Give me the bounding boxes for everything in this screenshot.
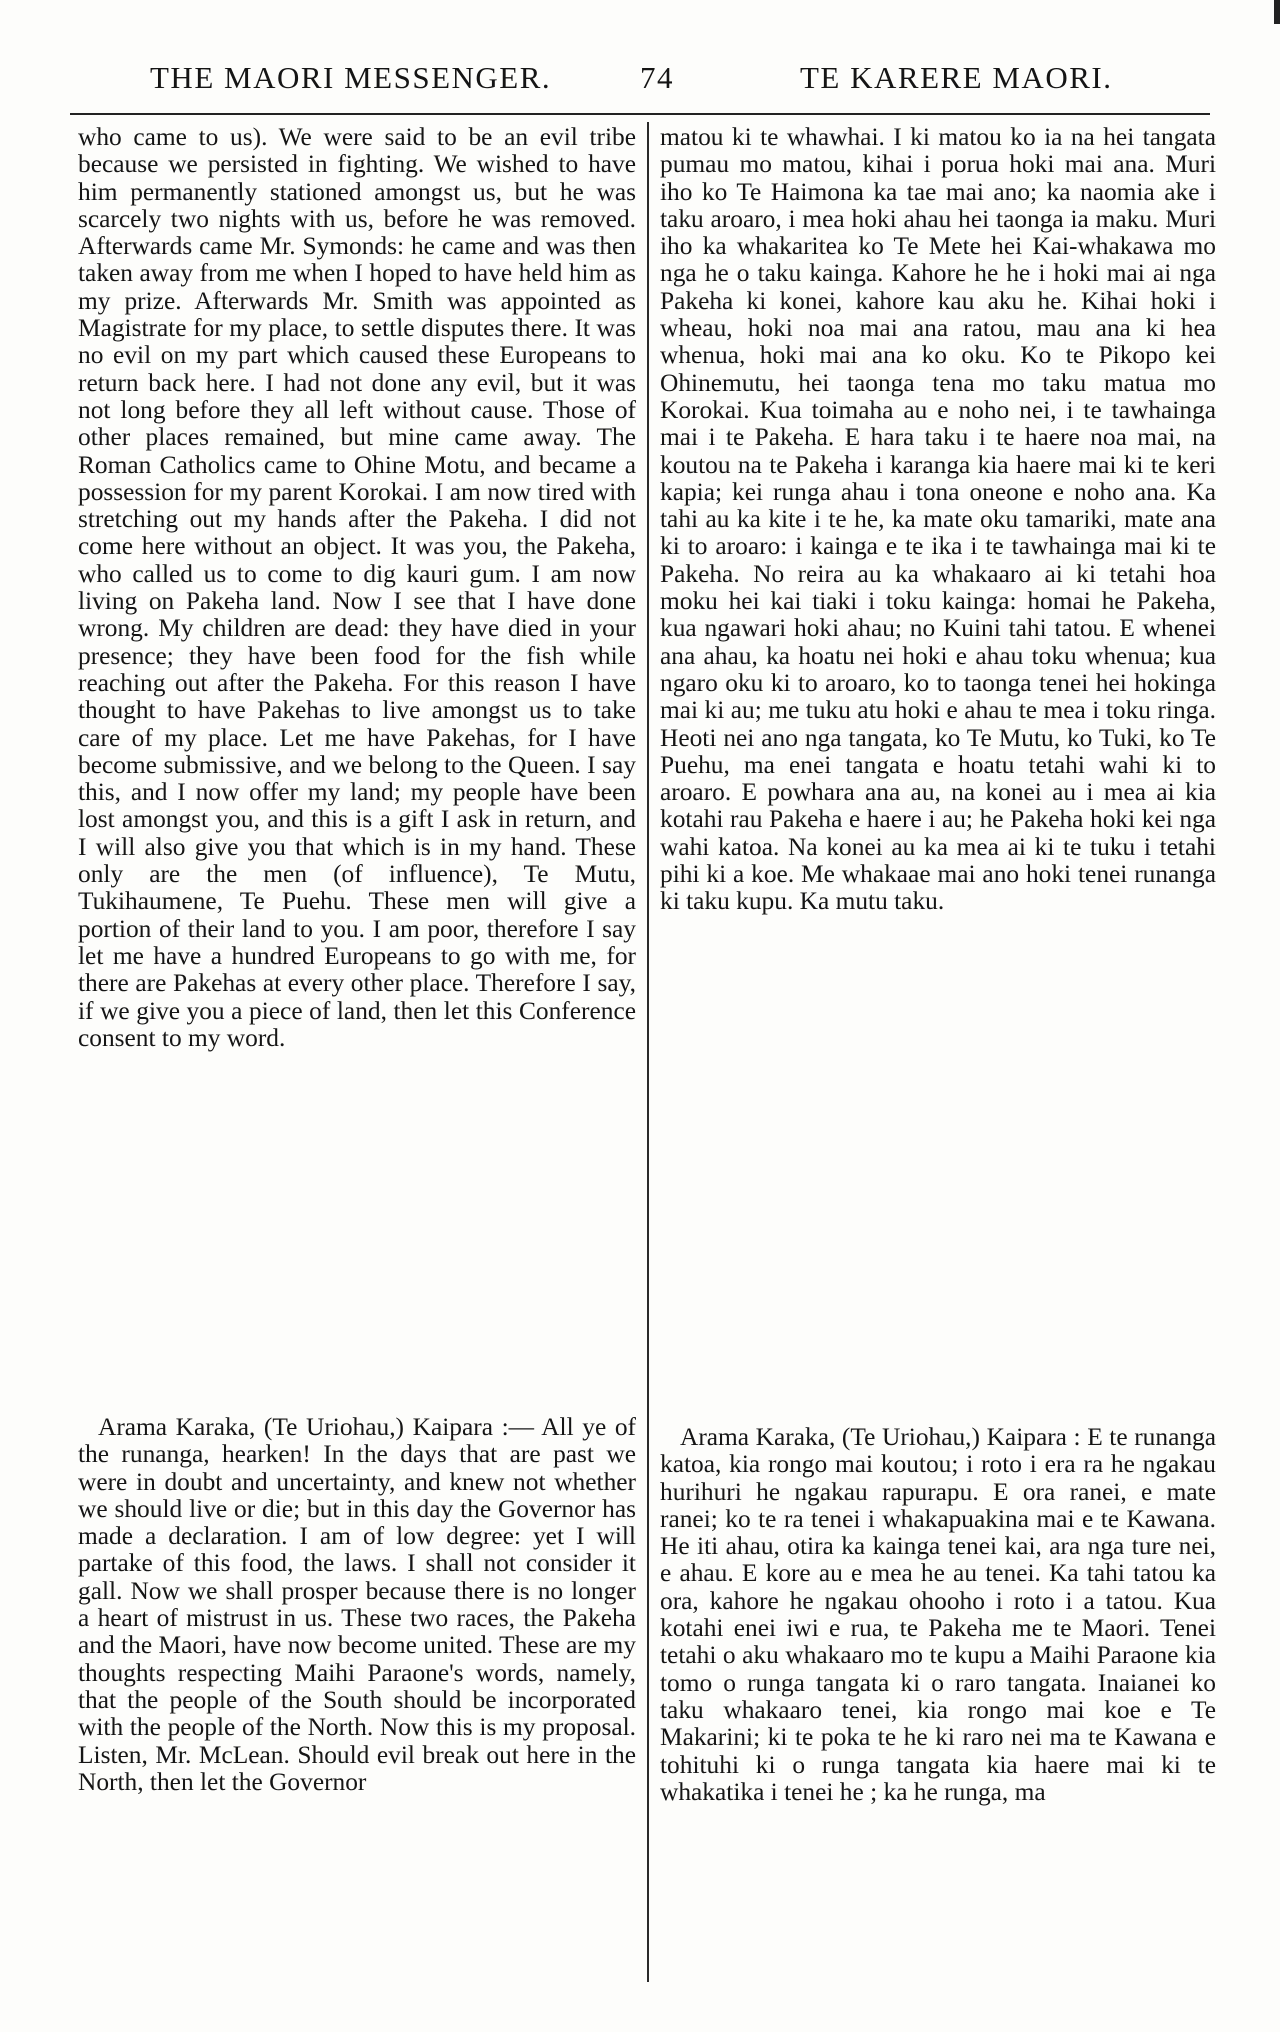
column-divider [647,122,649,1982]
header-rule [70,113,1210,115]
english-paragraph-1: who came to us). We were said to be an evil tribe because we persisted in fighting. We wished to have him permanently stationed amongst us, but he was scarcely two nights with us, before he was removed. Afterwards came Mr. Symonds: he came and was then taken away from me when I hoped to have held him as my prize. Afterwards Mr. Smith was appointed as Magistrate for my place, to settle disputes there. It was no evil on my part which caused these Europeans to return back here. I had not done any evil, but it was not long before they all left without cause. Those of other places remained, but mine came away. The Roman Catholics came to Ohine Motu, and became a possession for my parent Korokai. I am now tired with stretching out my hands after the Pakeha. I did not come here without an object. It was you, the Pakeha, who called us to come to dig kauri gum. I am now living on Pakeha land. Now I see that I have done wrong. My children are dead: they have died in your presence; they have been food for the fish while reaching out after the Pakeha. For this reason I have thought to have Pakehas to live amongst us to take care of my place. Let me have Pakehas, for I have become submissive, and we belong to the Queen. I say this, and I now offer my land; my people have been lost amongst you, and this is a gift I ask in return, and I will also give you that which is in my hand. These only are the men (of influence), Te Mutu, Tukihaumene, Te Puehu. These men will give a portion of their land to you. I am poor, therefore I say let me have a hundred Europeans to go with me, for there are Pakehas at every other place. Therefore I say, if we give you a piece of land, then let this Conference consent to my word. [78,123,636,1052]
page-number: 74 [640,60,674,95]
page-corner-mark [1274,0,1280,24]
english-masthead: THE MAORI MESSENGER. [150,60,552,95]
maori-paragraph-2: Arama Karaka, (Te Uriohau,) Kaipara : E te runanga katoa, kia rongo mai koutou; i roto i era ra he ngakau hurihuri he ngakau rapurapu. E ora ranei, e mate ranei; ko te ra tenei i whakapuakina mai e te Kawana. He iti ahau, otira ka kainga tenei kai, ara nga ture nei, e ahau. E kore au e mea he au tenei. Ka tahi tatou ka ora, kahore he ngakau ohooho i roto i a tatou. Kua kotahi enei iwi e rua, te Pakeha me te Maori. Tenei tetahi o aku whakaaro mo te kupu a Maihi Paraone kia tomo o runga tangata ki o raro tangata. Inaianei ko taku whakaaro tenei, kia rongo mai koe e Te Makarini; ki te poka te he ki raro nei ma te Kawana e tohituhi ki o runga tangata kia haere mai ki te whakatika i tenei he ; ka he runga, ma [660,1423,1216,1806]
english-paragraph-2: Arama Karaka, (Te Uriohau,) Kaipara :— All ye of the runanga, hearken! In the days that are past we were in doubt and uncertainty, and knew not whether we should live or die; but in this day the Governor has made a declaration. I am of low degree: yet I will partake of this food, the laws. I shall not consider it gall. Now we shall prosper because there is no longer a heart of mistrust in us. These two races, the Pakeha and the Maori, have now become united. These are my thoughts respecting Maihi Paraone's words, namely, that the people of the South should be incorporated with the people of the North. Now this is my proposal. Listen, Mr. McLean. Should evil break out here in the North, then let the Governor [78,1413,636,1796]
maori-paragraph-1: matou ki te whawhai. I ki matou ko ia na hei tangata pumau mo matou, kihai i porua hoki mai ana. Muri iho ko Te Haimona ka tae mai ano; ka naomia ake i taku aroaro, i mea hoki ahau hei taonga ia maku. Muri iho ka whakaritea ko Te Mete hei Kai-whakawa mo nga he o taku kainga. Kahore he he i hoki mai ai nga Pakeha ki konei, kahore kau aku he. Kihai hoki i wheau, hoki noa mai ana ratou, mau ana ki hea whenua, hoki mai ana ko oku. Ko te Pikopo kei Ohinemutu, hei taonga tena mo taku matua mo Korokai. Kua toimaha au e noho nei, i te tawhainga mai i te Pakeha. E hara taku i te haere noa mai, na koutou na te Pakeha i karanga kia haere mai ki te keri kapia; kei runga ahau i tona oneone e noho ana. Ka tahi au ka kite i te he, ka mate oku tamariki, mate ana ki to aroaro: i kainga e te ika i te tawhainga mai ki te Pakeha. No reira au ka whakaaro ai ki tetahi hoa moku hei kai tiaki i toku kainga: homai he Pakeha, kua ngawari hoki ahau; no Kuini tahi tatou. E whenei ana ahau, ka hoatu nei hoki e ahau toku whenua; kua ngaro oku ki to aroaro, ko to taonga tenei hei hokinga mai ki au; me tuku atu hoki e ahau te mea i toku ringa. Heoti nei ano nga tangata, ko Te Mutu, ko Tuki, ko Te Puehu, ma enei tangata e hoatu tetahi wahi ki to aroaro. E powhara ana au, na konei au i mea ai kia kotahi rau Pakeha e haere i au; he Pakeha hoki kei nga wahi katoa. Na konei au ka mea ai ki te tuku i tetahi pihi ki a koe. Me whakaae mai ano hoki tenei runanga ki taku kupu. Ka mutu taku. [660,123,1216,916]
maori-masthead: TE KARERE MAORI. [800,60,1113,95]
page-header [60,50,1200,110]
